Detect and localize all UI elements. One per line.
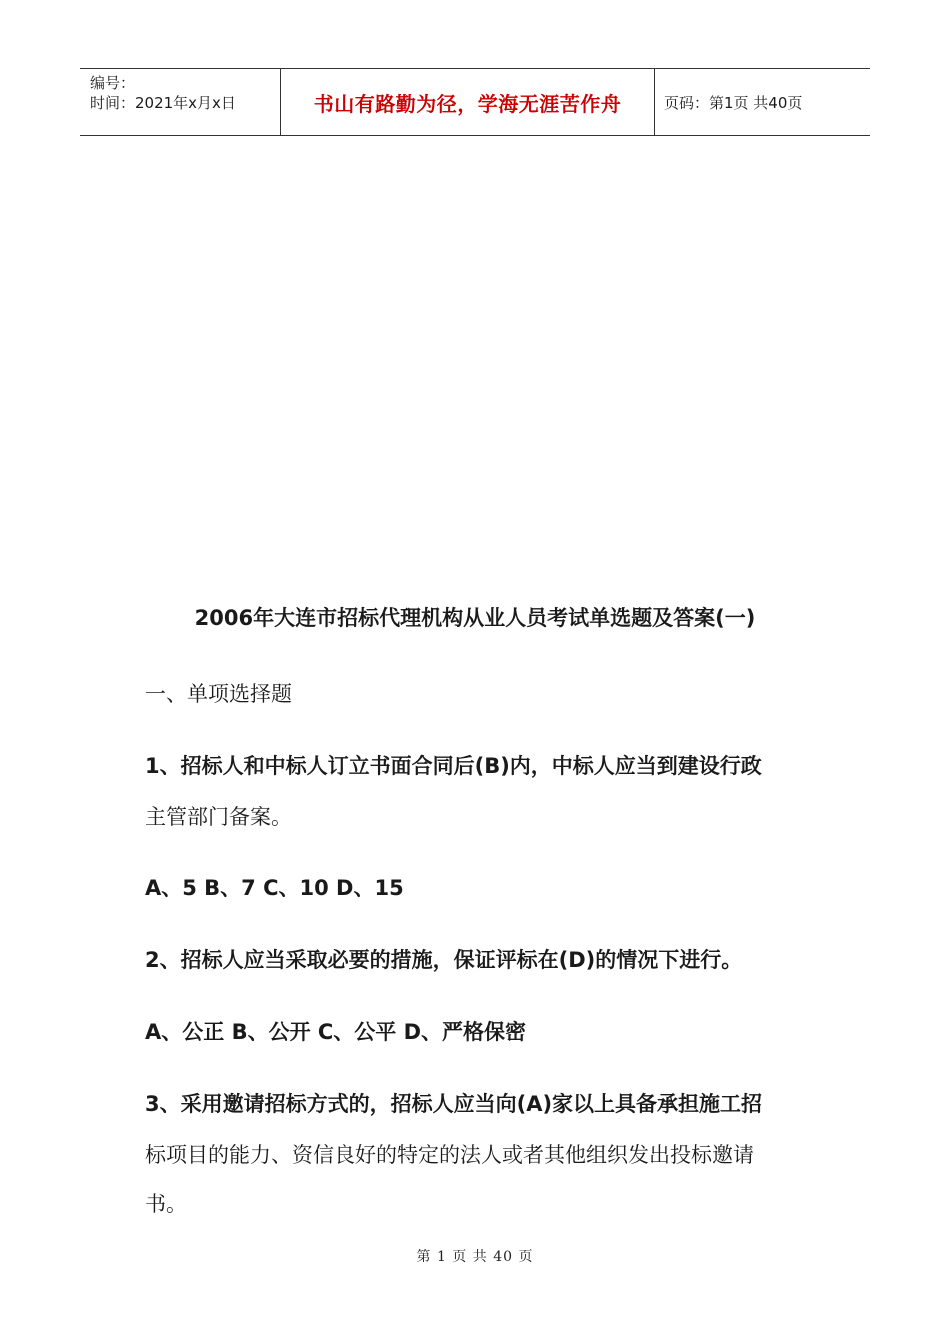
document-number-label: 编号： [90,74,136,92]
question-3-line-3: 书。 [145,1192,187,1216]
question-1-options: A、5 B、7 C、10 D、15 [145,876,404,900]
header-motto-cell [281,69,655,135]
question-3-line-1: 3、采用邀请招标方式的，招标人应当向(A)家以上具备承担施工招 [145,1092,763,1116]
page-header [80,68,870,136]
document-title: 2006年大连市招标代理机构从业人员考试单选题及答案(一) [194,606,756,630]
question-1-line-1: 1、招标人和中标人订立书面合同后(B)内，中标人应当到建设行政 [145,754,762,778]
header-meta-cell [80,69,281,135]
document-time-label: 时间：2021年x月x日 [90,94,236,112]
header-page-cell [655,69,870,135]
header-motto: 书山有路勤为径，学海无涯苦作舟 [313,91,622,116]
section-heading: 一、单项选择题 [145,682,292,706]
question-2-line-1: 2、招标人应当采取必要的措施，保证评标在(D)的情况下进行。 [145,948,743,972]
question-1-line-2: 主管部门备案。 [145,805,292,829]
question-3-line-2: 标项目的能力、资信良好的特定的法人或者其他组织发出投标邀请 [145,1143,754,1167]
header-page-code: 页码：第1页 共40页 [664,93,803,112]
page-footer: 第 1 页 共 40 页 [416,1249,534,1265]
question-2-options: A、公正 B、公开 C、公平 D、严格保密 [145,1020,527,1044]
